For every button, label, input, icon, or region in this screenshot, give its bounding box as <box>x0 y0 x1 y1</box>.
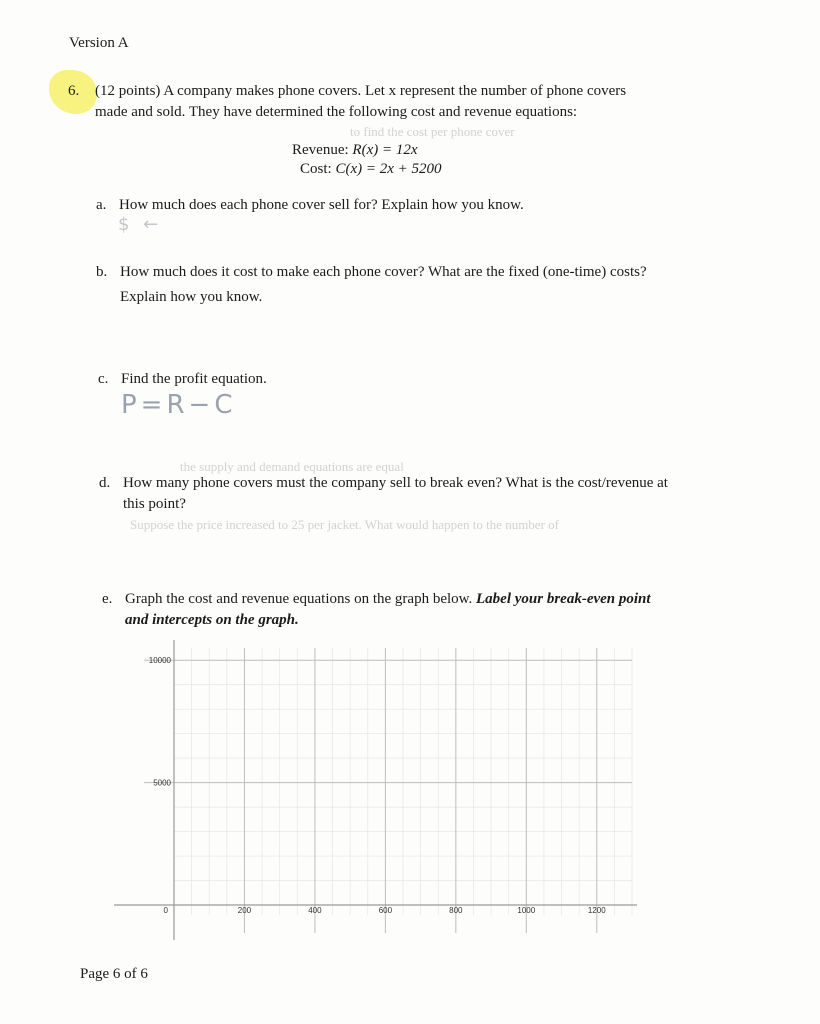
part-a-letter: a. <box>96 197 107 213</box>
revenue-label: Revenue: <box>292 142 349 158</box>
x-tick-label: 800 <box>449 906 463 915</box>
part-c-letter: c. <box>98 371 109 387</box>
part-e-letter: e. <box>102 591 113 607</box>
x-tick-label: 400 <box>308 906 322 915</box>
cost-expression: C(x) = 2x + 5200 <box>335 161 442 177</box>
x-tick-label: 0 <box>163 906 168 915</box>
part-c-text: Find the profit equation. <box>121 371 267 387</box>
graph-minor-grid <box>174 648 632 915</box>
x-tick-label: 600 <box>378 906 393 915</box>
part-d-text-line-1: How many phone covers must the company sell to break even? What is the cost/revenue at <box>123 475 668 491</box>
revenue-expression: R(x) = 12x <box>352 142 418 158</box>
bleed-through-text: to find the cost per phone cover <box>350 124 515 139</box>
page-number: Page 6 of 6 <box>80 966 148 982</box>
x-tick-label: 1200 <box>587 906 606 915</box>
part-b-text-line-1: How much does it cost to make each phone cover? What are the fixed (one-time) costs? <box>120 264 647 280</box>
question-text-line-2: made and sold. They have determined the following cost and revenue equations: <box>95 104 578 120</box>
part-e-instruction: Graph the cost and revenue equations on the graph below. <box>125 591 473 607</box>
bleed-through-text-3: Suppose the price increased to 25 per jacket. What would happen to the number of <box>130 517 559 532</box>
y-tick-label: 10000 <box>148 656 171 666</box>
faint-handwriting-mark: $ ← <box>118 214 163 235</box>
x-tick-label: 1000 <box>517 906 536 915</box>
part-d-letter: d. <box>99 475 111 491</box>
question-text-line-1: (12 points) A company makes phone covers. Let x represent the number of phone covers <box>95 83 627 99</box>
graph-tick-labels <box>149 656 606 915</box>
graph-major-grid <box>144 648 632 933</box>
part-e-emphasis-line-2: and intercepts on the graph. <box>125 612 299 628</box>
part-e-emphasis-line-1: Label your break-even point <box>476 591 651 607</box>
question-number: 6. <box>68 83 80 99</box>
part-d-text-line-2: this point? <box>123 496 186 512</box>
part-b-text-line-2: Explain how you know. <box>120 289 263 305</box>
bleed-through-text-2: the supply and demand equations are equal <box>180 459 404 474</box>
y-tick-label: 5000 <box>153 778 171 788</box>
version-label: Version A <box>69 35 129 51</box>
part-a-text: How much does each phone cover sell for? Explain how you know. <box>119 197 524 213</box>
x-tick-label: 200 <box>237 906 252 915</box>
handwritten-profit-equation: P=R−C <box>121 390 237 420</box>
part-b-letter: b. <box>96 264 108 280</box>
cost-label: Cost: <box>300 161 332 177</box>
